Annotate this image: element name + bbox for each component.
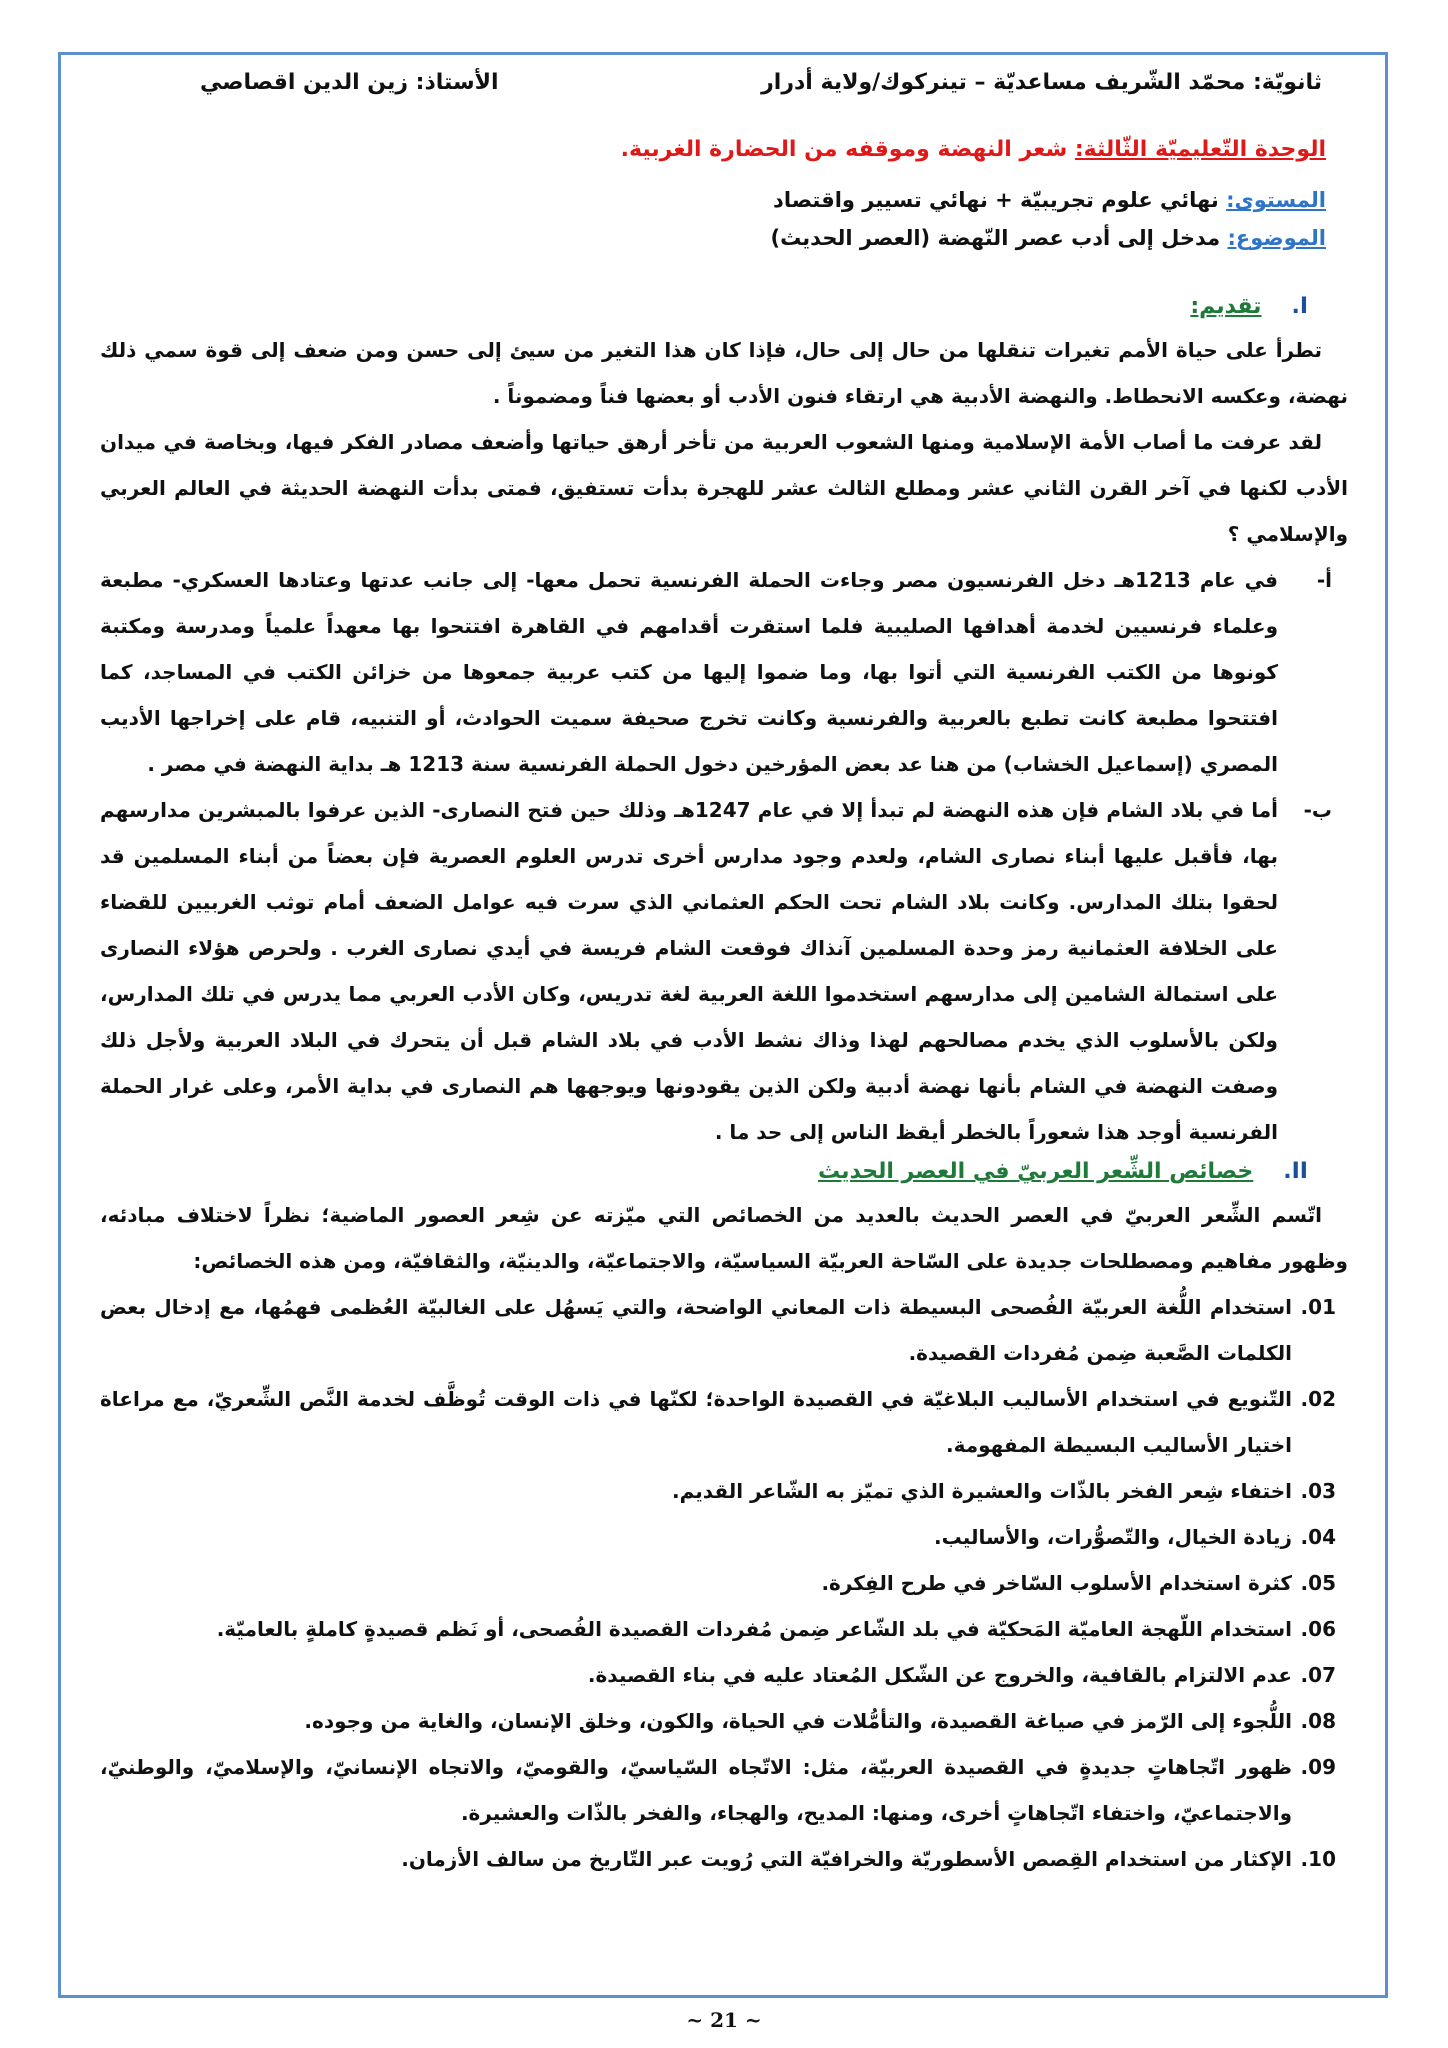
list-item [100,1744,1348,1836]
item-a-marker: أ- [1316,568,1332,592]
topic-label: الموضوع: [1227,226,1326,250]
item-b-marker: ب- [1303,798,1332,822]
school-name: ثانويّة: محمّد الشّريف مساعديّة – تينركوك/ولاية أدرار [761,70,1322,95]
page-number: ~ 21 ~ [686,2008,762,2032]
feature-text: ظهور اتّجاهاتٍ جديدةٍ في القصيدة العربيّة، مثل: الاتّجاه السّياسيّ، والقوميّ، والاتجاه الإنسانيّ، والإسلاميّ، والوطنيّ، والاجتماعيّ، واختفاء اتّجاهاتٍ أخرى، ومنها: المديح، والهجاء، والفخر بالذّات والعشيرة. [100,1755,1292,1825]
list-item-b [100,787,1348,1155]
list-item [100,1698,1348,1744]
feature-number: 06. [1300,1617,1336,1641]
section-1-number: I. [1291,294,1308,319]
topic-value: مدخل إلى أدب عصر النّهضة (العصر الحديث) [770,226,1221,250]
feature-text: التّنويع في استخدام الأساليب البلاغيّة في القصيدة الواحدة؛ لكنّها في ذات الوقت تُوظَّف لخدمة النَّص الشِّعريّ، مع مراعاة اختيار الأساليب البسيطة المفهومة. [100,1387,1292,1457]
feature-text: الإكثار من استخدام القِصص الأسطوريّة والخرافيّة التي رُويت عبر التّاريخ من سالف الأزمان. [401,1847,1292,1871]
unit-value: شعر النهضة وموقفه من الحضارة الغربية. [620,137,1068,162]
list-item [100,1652,1348,1698]
feature-text: اختفاء شِعر الفخر بالذّات والعشيرة الذي تميّز به الشّاعر القديم. [672,1479,1292,1503]
feature-number: 02. [1300,1387,1336,1411]
section-1-title: تقديم: [1190,294,1262,319]
list-item [100,1284,1348,1376]
list-item [100,1514,1348,1560]
section-2-title: خصائص الشِّعر العربيّ في العصر الحديث [818,1159,1254,1184]
list-item [100,1468,1348,1514]
feature-number: 07. [1300,1663,1336,1687]
page-header [100,70,1348,95]
section-1-heading [100,294,1308,319]
unit-label: الوحدة التّعليميّة الثّالثة: [1074,137,1326,162]
feature-text: كثرة استخدام الأسلوب السّاخر في طرح الفِكرة. [821,1571,1292,1595]
feature-text: استخدام اللُّغة العربيّة الفُصحى البسيطة ذات المعاني الواضحة، والتي يَسهُل على الغالبيّة العُظمى فهمُها، مع إدخال بعض الكلمات الصَّعبة ضِمن مُفردات القصيدة. [100,1295,1292,1365]
level-value: نهائي علوم تجريبيّة + نهائي تسيير واقتصاد [773,188,1219,212]
feature-text: عدم الالتزام بالقافية، والخروج عن الشّكل المُعتاد عليه في بناء القصيدة. [587,1663,1292,1687]
feature-number: 08. [1300,1709,1336,1733]
section-2-heading [100,1159,1308,1184]
section-2-number: II. [1283,1159,1308,1184]
list-item [100,1606,1348,1652]
document-body [100,70,1348,1970]
list-item-a [100,557,1348,787]
level-line [100,188,1326,212]
feature-number: 03. [1300,1479,1336,1503]
list-item [100,1836,1348,1882]
level-label: المستوى: [1226,188,1326,212]
feature-number: 09. [1300,1755,1336,1779]
intro-paragraph-2: لقد عرفت ما أصاب الأمة الإسلامية ومنها الشعوب العربية من تأخر أرهق حياتها وأضعف مصادر الفكر فيها، وبخاصة في ميدان الأدب لكنها في آخر القرن الثاني عشر ومطلع الثالث عشر للهجرة بدأت تستفيق، فمتى بدأت النهضة الحديثة في العالم العربي والإسلامي ؟ [100,430,1348,546]
feature-text: اللُّجوء إلى الرّمز في صياغة القصيدة، والتأمُّلات في الحياة، والكون، وخلق الإنسان، والغاية من وجوده. [304,1709,1292,1733]
features-intro: اتّسم الشِّعر العربيّ في العصر الحديث بالعديد من الخصائص التي ميّزته عن شِعر العصور الماضية؛ نظراً لاختلاف مبادئه، وظهور مفاهيم ومصطلحات جديدة على السّاحة العربيّة السياسيّة، والاجتماعيّة، والدينيّة، والثقافيّة، ومن هذه الخصائص: [100,1203,1348,1273]
feature-text: زيادة الخيال، والتّصوُّرات، والأساليب. [934,1525,1292,1549]
topic-line [100,226,1326,250]
unit-line [100,137,1326,162]
feature-text: استخدام اللّهجة العاميّة المَحكيّة في بلد الشّاعر ضِمن مُفردات القصيدة الفُصحى، أو نَظم قصيدةٍ كاملةٍ بالعاميّة. [216,1617,1292,1641]
feature-number: 01. [1300,1295,1336,1319]
item-b-text: أما في بلاد الشام فإن هذه النهضة لم تبدأ إلا في عام 1247هـ وذلك حين فتح النصارى- الذين عرفوا بالمبشرين مدارسهم بها، فأقبل عليها أبناء نصارى الشام، ولعدم وجود مدارس أخرى تدرس العلوم العصرية فإن بعضاً من أبناء المسلمين قد لحقوا بتلك المدارس. وكانت بلاد الشام تحت الحكم العثماني الذي سرت فيه عوامل الضعف أمام توثب الغربيين للقضاء على الخلافة العثمانية رمز وحدة المسلمين آنذاك فوقعت الشام فريسة في أيدي نصارى الغرب . ولحرص هؤلاء النصارى على استمالة الشامين إلى مدارسهم استخدموا اللغة العربية لغة تدريس، وكان الأدب العربي مما يدرس في تلك المدارس، ولكن بالأسلوب الذي يخدم مصالحهم لهذا وذاك نشط الأدب في بلاد الشام قبل أن يتحرك في البلاد العربية ولأجل ذلك وصفت النهضة في الشام بأنها نهضة أدبية ولكن الذين يقودونها ويوجهها هم النصارى في بداية الأمر، وعلى غرار الحملة الفرنسية أوجد هذا شعوراً بالخطر أيقظ الناس إلى حد ما . [100,798,1278,1144]
feature-number: 10. [1300,1847,1336,1871]
feature-number: 05. [1300,1571,1336,1595]
intro-paragraph-1: تطرأ على حياة الأمم تغيرات تنقلها من حال إلى حال، فإذا كان هذا التغير من سيئ إلى حسن ومن ضعف إلى قوة سمي ذلك نهضة، وعكسه الانحطاط. والنهضة الأدبية هي ارتقاء فنون الأدب أو بعضها فناً ومضموناً . [100,338,1348,408]
features-list [100,1284,1348,1882]
list-item [100,1376,1348,1468]
teacher-name: الأستاذ: زين الدين اقصاصي [200,70,499,95]
item-a-text: في عام 1213هـ دخل الفرنسيون مصر وجاءت الحملة الفرنسية تحمل معها- إلى جانب عدتها وعتادها العسكري- مطبعة وعلماء فرنسيين لخدمة أهدافها الصليبية فلما استقرت أقدامهم في القاهرة افتتحوا بها معهداً علمياً ومدرسة ومكتبة كونوها من الكتب الفرنسية التي أتوا بها، وما ضموا إليها من كتب عربية جمعوها من خزائن الكتب في المساجد، كما افتتحوا مطبعة كانت تطبع بالعربية والفرنسية وكانت تخرج صحيفة سميت الحوادث، أو التنبيه، قام على إخراجها الأديب المصري (إسماعيل الخشاب) من هنا عد بعض المؤرخين دخول الحملة الفرنسية سنة 1213 هـ بداية النهضة في مصر . [100,568,1278,776]
feature-number: 04. [1300,1525,1336,1549]
list-item [100,1560,1348,1606]
